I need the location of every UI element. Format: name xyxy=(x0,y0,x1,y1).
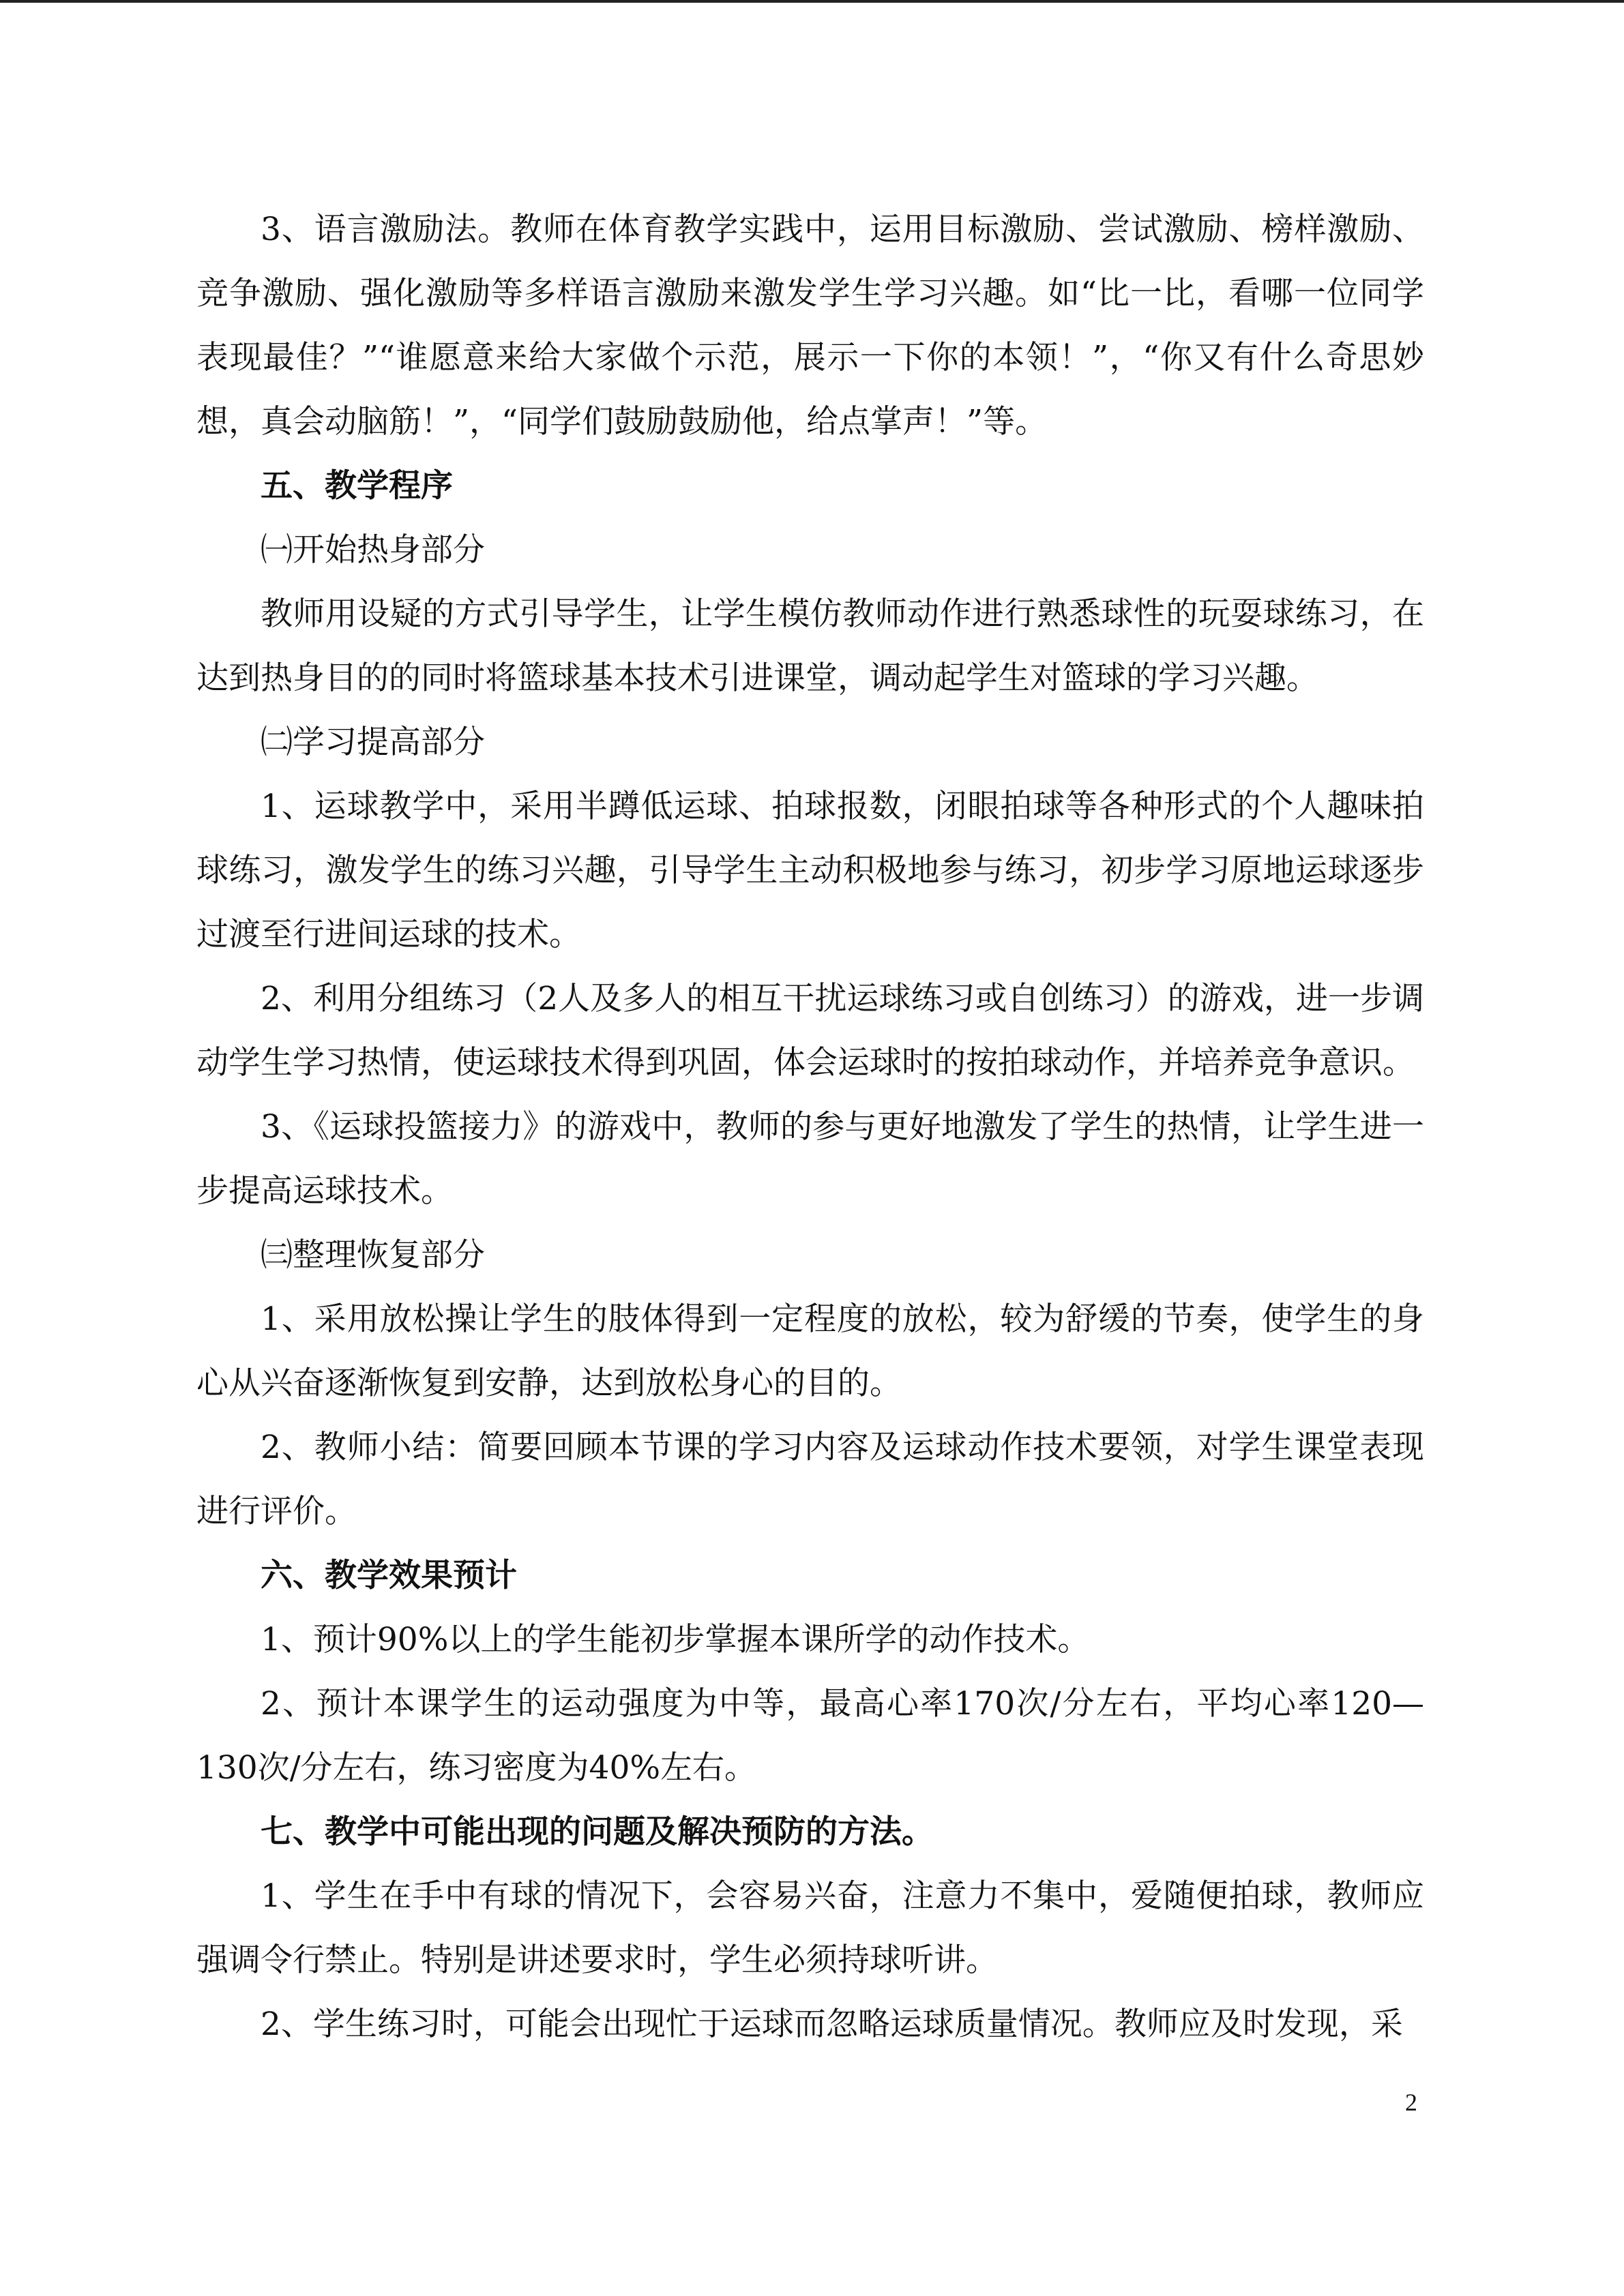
subheading-warmup: ㈠开始热身部分 xyxy=(261,531,485,569)
subheading-learning: ㈡学习提高部分 xyxy=(261,724,485,761)
heading-expected-effect: 六、教学效果预计 xyxy=(261,1557,517,1594)
para-expected-mastery: 1、预计90%以上的学生能初步掌握本课所学的动作技术。 xyxy=(261,1621,1090,1658)
top-border-line xyxy=(0,0,1624,3)
para-summary: 2、教师小结：简要回顾本节课的学习内容及运球动作技术要领，对学生课堂表现进行评价。 xyxy=(196,1429,1424,1530)
para-relaxation: 1、采用放松操让学生的肢体得到一定程度的放松，较为舒缓的节奏，使学生的身心从兴奋逐渐恢复到安静，达到放松身心的目的。 xyxy=(196,1300,1424,1402)
para-group-practice: 2、利用分组练习（2人及多人的相互干扰运球练习或自创练习）的游戏，进一步调动学生学习热情，使运球技术得到巩固，体会运球时的按拍球动作，并培养竞争意识。 xyxy=(196,980,1424,1082)
heading-teaching-procedure: 五、教学程序 xyxy=(261,467,453,505)
para-language-motivation: 3、语言激励法。教师在体育教学实践中，运用目标激励、尝试激励、榜样激励、竞争激励、强化激励等多样语言激励来激发学生学习兴趣。如“比一比，看哪一位同学表现最佳？”“谁愿意来给大家做个示范，展示一下你的本领！”，“你又有什么奇思妙想，真会动脑筋！”，“同学们鼓励鼓励他，给点掌声！”等。 xyxy=(196,211,1424,441)
para-expected-intensity: 2、预计本课学生的运动强度为中等，最高心率170次/分左右，平均心率120—130次/分左右，练习密度为40%左右。 xyxy=(196,1685,1424,1787)
para-dribble-teaching: 1、运球教学中，采用半蹲低运球、拍球报数，闭眼拍球等各种形式的个人趣味拍球练习，激发学生的练习兴趣，引导学生主动积极地参与练习，初步学习原地运球逐步过渡至行进间运球的技术。 xyxy=(196,788,1424,953)
subheading-cooldown: ㈢整理恢复部分 xyxy=(261,1236,485,1274)
page-number: 2 xyxy=(1405,2089,1417,2116)
heading-problems-solutions: 七、教学中可能出现的问题及解决预防的方法。 xyxy=(261,1813,934,1851)
para-problem-quality: 2、学生练习时，可能会出现忙于运球而忽略运球质量情况。教师应及时发现，采 xyxy=(261,2006,1403,2043)
para-warmup: 教师用设疑的方式引导学生，让学生模仿教师动作进行熟悉球性的玩耍球练习，在达到热身目的的同时将篮球基本技术引进课堂，调动起学生对篮球的学习兴趣。 xyxy=(196,595,1424,697)
para-problem-excitement: 1、学生在手中有球的情况下，会容易兴奋，注意力不集中，爱随便拍球，教师应强调令行禁止。特别是讲述要求时，学生必须持球听讲。 xyxy=(196,1877,1424,1979)
document-body xyxy=(196,198,1424,2057)
para-relay-game: 3、《运球投篮接力》的游戏中，教师的参与更好地激发了学生的热情，让学生进一步提高运球技术。 xyxy=(196,1108,1424,1210)
